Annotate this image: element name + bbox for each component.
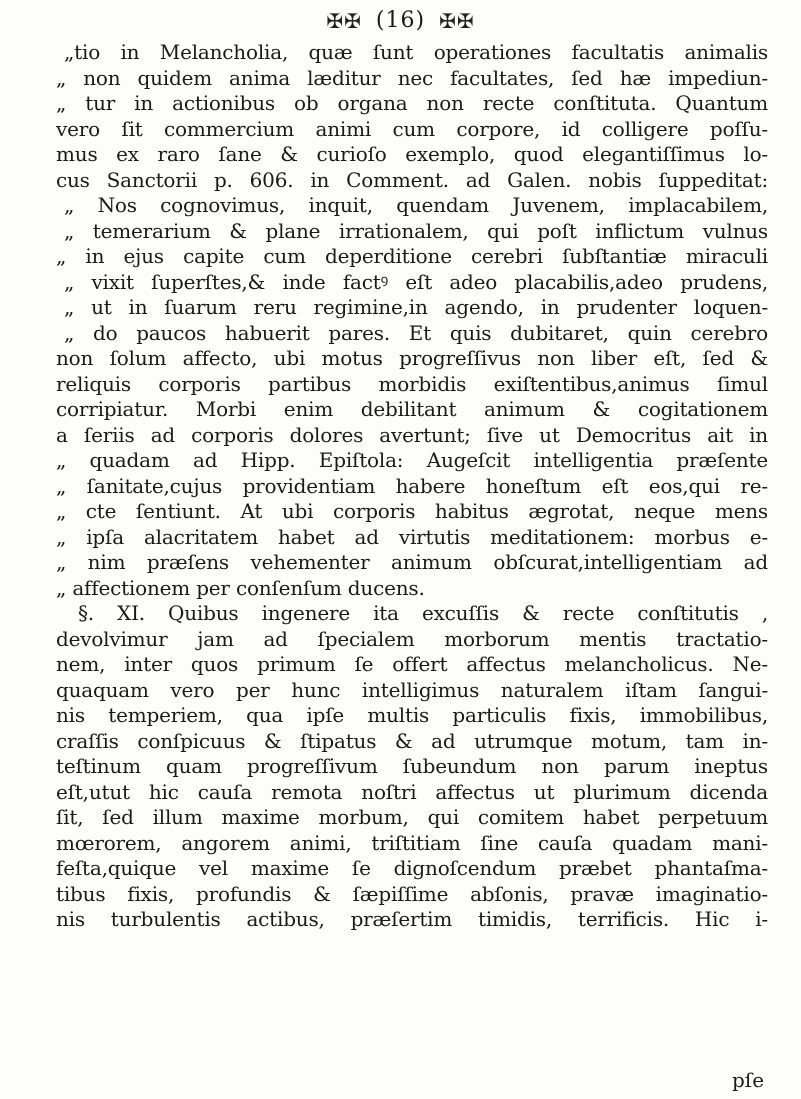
text-line: teſtinum quam progreſſivum ſubeundum non parum ineptus	[56, 754, 768, 778]
right-ornament-icon: ✠✠	[439, 9, 475, 33]
text-line: non ſolum affecto, ubi motus progreſſivus non liber eſt, ſed &	[56, 346, 768, 370]
text-line: „ in ejus capite cum deperditione cerebri ſubſtantiæ miraculi	[56, 244, 768, 268]
body-text	[56, 40, 768, 933]
page-header	[0, 6, 801, 36]
text-line: „ non quidem anima læditur nec facultates, ſed hæ impediun-	[56, 65, 768, 90]
text-line: „ nim præſens vehementer animum obſcurat,intelligentiam ad	[56, 550, 768, 574]
text-line: craſſis conſpicuus & ſtipatus & ad utrumque motum, tam in-	[56, 728, 768, 753]
catchword: pſe	[732, 1068, 765, 1092]
text-line: „ Nos cognovimus, inquit, quendam Juvenem, implacabilem,	[64, 193, 768, 217]
text-line: quaquam vero per hunc intelligimus naturalem iſtam ſangui-	[56, 677, 768, 702]
text-line: mus ex raro ſane & curioſo exemplo, quod elegantiſſimus lo-	[56, 142, 768, 166]
text-line: „ quadam ad Hipp. Epiſtola: Augeſcit intelligentia præſente	[56, 448, 768, 472]
text-line: feſta,quique vel maxime ſe dignoſcendum præbet phantaſma-	[56, 856, 768, 880]
text-line: nem, inter quos primum ſe offert affectus melancholicus. Ne-	[56, 652, 768, 676]
text-line: ſit, ſed illum maxime morbum, qui comitem habet perpetuum	[56, 805, 768, 829]
section-heading-line: §. XI. Quibus ingenere ita excuſſis & recte conſtitutis ,	[78, 601, 768, 625]
text-line: „ temerarium & plane irrationalem, qui poſt inflictum vulnus	[64, 218, 768, 243]
text-line: mœrorem, angorem animi, triſtitiam ſine cauſa quadam mani-	[56, 830, 768, 855]
text-line: tibus fixis, profundis & ſæpiſſime abſonis, pravæ imaginatio-	[56, 881, 768, 906]
text-line: nis turbulentis actibus, præſertim timidis, terrificis. Hic i-	[56, 907, 768, 931]
page-number: (16)	[375, 8, 426, 33]
text-line: „ vixit ſuperſtes,& inde factꝰ eſt adeo placabilis,adeo prudens,	[64, 269, 768, 294]
text-line: „ do paucos habuerit pares. Et quis dubitaret, quin cerebro	[64, 320, 768, 345]
text-line: „ ut in ſuarum reru regimine,in agendo, in prudenter loquen-	[64, 295, 768, 319]
text-line: eſt,utut hic cauſa remota noſtri affectus ut plurimum dicenda	[56, 779, 768, 804]
text-line: „ cte ſentiunt. At ubi corporis habitus ægrotat, neque mens	[56, 499, 768, 523]
text-line: „ affectionem per conſenſum ducens.	[56, 575, 425, 600]
text-line: devolvimur jam ad ſpecialem morborum mentis tractatio-	[56, 626, 768, 651]
text-line: „ tur in actionibus ob organa non recte conſtituta. Quantum	[56, 91, 768, 115]
text-line: „tio in Melancholia, quæ ſunt operationes facultatis animalis	[64, 40, 768, 64]
text-line: „ ipſa alacritatem habet ad virtutis meditationem: morbus e-	[56, 524, 768, 549]
text-line: nis temperiem, qua ipſe multis particulis fixis, immobilibus,	[56, 703, 768, 727]
text-line: „ ſanitate,cujus providentiam habere honeſtum eſt eos,qui re-	[56, 473, 768, 498]
text-line: cus Sanctorii p. 606. in Comment. ad Galen. nobis ſuppeditat:	[56, 167, 768, 192]
text-line: corripiatur. Morbi enim debilitant animum & cogitationem	[56, 397, 768, 421]
text-line: reliquis corporis partibus morbidis exiſtentibus,animus ſimul	[56, 371, 768, 396]
left-ornament-icon: ✠✠	[326, 9, 362, 33]
text-line: vero ſit commercium animi cum corpore, id colligere poſſu-	[56, 116, 768, 141]
text-line: a ſeriis ad corporis dolores avertunt; ſive ut Democritus ait in	[56, 422, 768, 447]
